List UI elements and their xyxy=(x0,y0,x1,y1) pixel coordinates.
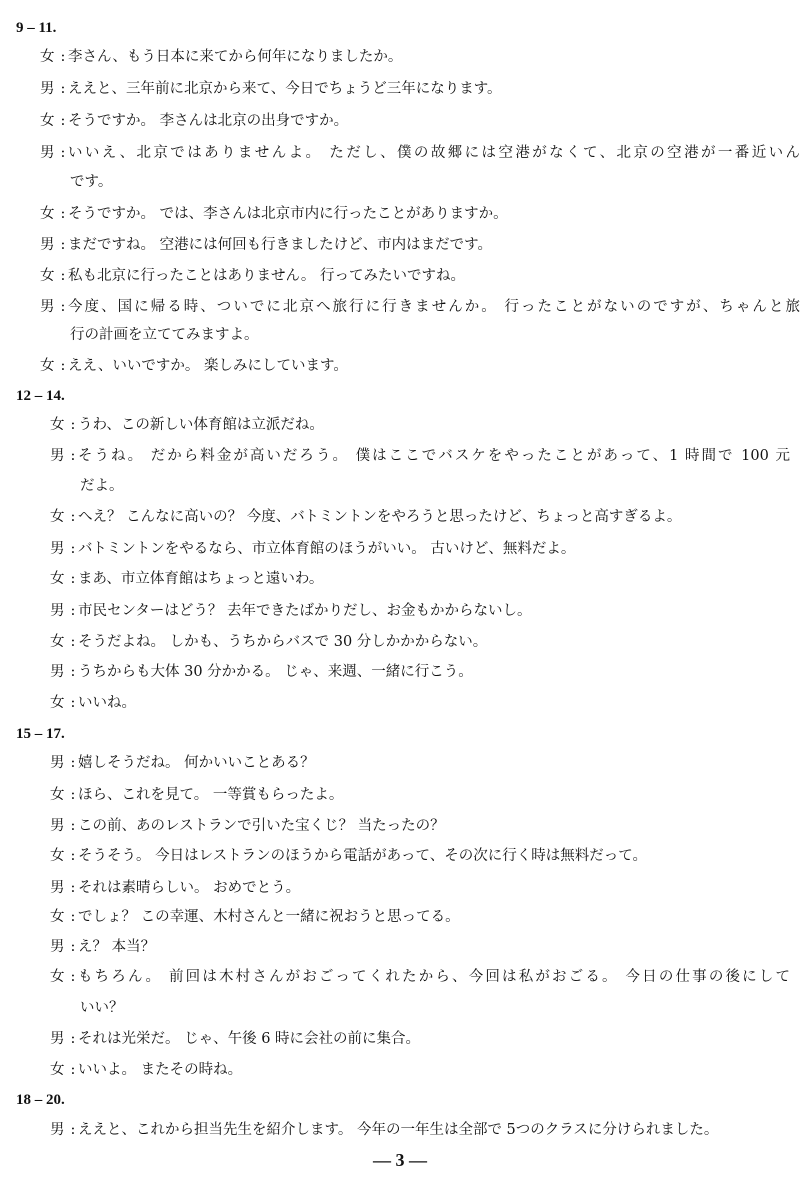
colon: : xyxy=(60,206,66,222)
dialogue-line xyxy=(40,142,800,164)
speaker: 女 xyxy=(50,634,65,650)
colon: : xyxy=(70,1062,76,1078)
dialogue-line xyxy=(50,936,790,958)
line-text: 嬉しそうだね。 何かいいことある？ xyxy=(78,755,315,771)
section-label: 15 – 17. xyxy=(16,726,65,742)
line-text: そうそう。 今日はレストランのほうから電話があって、その次に行く時は無料だって。 xyxy=(78,848,647,864)
speaker: 女 xyxy=(50,969,65,985)
colon: : xyxy=(70,880,76,896)
colon: : xyxy=(60,237,66,253)
speaker: 女 xyxy=(50,571,65,587)
line-text: え？ 本当？ xyxy=(78,939,156,955)
colon: : xyxy=(60,268,66,284)
colon: : xyxy=(70,909,76,925)
dialogue-line xyxy=(50,845,790,867)
dialogue-line xyxy=(50,784,790,806)
colon: : xyxy=(70,571,76,587)
line-text: いいえ、北京ではありませんよ。 ただし、僕の故郷には空港がなくて、北京の空港が一番近いん xyxy=(68,145,800,161)
line-text: それは素晴らしい。 おめでとう。 xyxy=(78,880,301,896)
speaker: 女 xyxy=(50,848,65,864)
dialogue-line xyxy=(40,265,800,287)
line-text: それは光栄だ。 じゃ、午後 6 時に会社の前に集合。 xyxy=(78,1031,421,1047)
colon: : xyxy=(70,818,76,834)
line-text: へえ？ こんなに高いの？ 今度、バトミントンをやろうと思ったけど、ちょっと高すぎるよ。 xyxy=(78,509,682,525)
dialogue-line xyxy=(50,966,790,988)
colon: : xyxy=(60,299,66,315)
speaker: 男 xyxy=(40,237,55,253)
colon: : xyxy=(60,113,66,129)
line-text: いいね。 xyxy=(78,695,136,711)
line-text: ええと、これから担当先生を紹介します。 今年の一年生は全部で 5つのクラスに分けられました。 xyxy=(78,1122,719,1138)
page-number: — 3 — xyxy=(373,1150,427,1170)
dialogue-line xyxy=(50,568,790,590)
line-text: そうですか。 李さんは北京の出身ですか。 xyxy=(68,113,349,129)
colon: : xyxy=(70,634,76,650)
dialogue-line xyxy=(40,78,800,100)
dialogue-line xyxy=(50,692,790,714)
colon: : xyxy=(70,787,76,803)
dialogue-line xyxy=(50,752,790,774)
speaker: 男 xyxy=(50,541,65,557)
line-text: 市民センターはどう？ 去年できたばかりだし、お金もかからないし。 xyxy=(78,603,532,619)
line-text: いいよ。 またその時ね。 xyxy=(78,1062,243,1078)
line-text: でしょ？ この幸運、木村さんと一緒に祝おうと思ってる。 xyxy=(78,909,460,925)
line-text: バトミントンをやるなら、市立体育館のほうがいい。 古いけど、無料だよ。 xyxy=(78,541,576,557)
colon: : xyxy=(70,417,76,433)
line-text: 今度、国に帰る時、ついでに北京へ旅行に行きませんか。 行ったことがないのですが、ちゃんと旅 xyxy=(68,299,800,315)
dialogue-line xyxy=(50,661,790,683)
colon: : xyxy=(60,358,66,374)
dialogue-line xyxy=(40,46,800,68)
colon: : xyxy=(70,695,76,711)
line-text: そうね。 だから料金が高いだろう。 僕はここでバスケをやったことがあって、1 時間で 100 元 xyxy=(78,448,790,464)
speaker: 女 xyxy=(40,358,55,374)
line-continuation: いい？ xyxy=(80,1000,124,1016)
colon: : xyxy=(70,509,76,525)
line-text: ええ、いいですか。 楽しみにしています。 xyxy=(68,358,348,374)
dialogue-line xyxy=(50,445,790,467)
speaker: 女 xyxy=(40,49,55,65)
line-continuation: です。 xyxy=(70,174,113,190)
speaker: 女 xyxy=(40,206,55,222)
section-label: 18 – 20. xyxy=(16,1092,65,1108)
colon: : xyxy=(70,541,76,557)
speaker: 女 xyxy=(50,509,65,525)
colon: : xyxy=(70,1122,76,1138)
colon: : xyxy=(60,81,66,97)
speaker: 男 xyxy=(40,299,55,315)
speaker: 女 xyxy=(40,268,55,284)
dialogue-line xyxy=(50,631,790,653)
dialogue-line xyxy=(50,815,790,837)
colon: : xyxy=(70,848,76,864)
speaker: 男 xyxy=(40,145,55,161)
line-text: ええと、三年前に北京から来て、今日でちょうど三年になります。 xyxy=(68,81,502,97)
dialogue-line xyxy=(50,506,790,528)
dialogue-line xyxy=(50,1059,790,1081)
line-text: まあ、市立体育館はちょっと遠いわ。 xyxy=(78,571,324,587)
colon: : xyxy=(60,145,66,161)
dialogue-line xyxy=(50,1028,790,1050)
speaker: 男 xyxy=(40,81,55,97)
line-text: まだですね。 空港には何回も行きましたけど、市内はまだです。 xyxy=(68,237,492,253)
line-text: そうだよね。 しかも、うちからバスで 30 分しかかからない。 xyxy=(78,634,488,650)
dialogue-line xyxy=(50,906,790,928)
speaker: 女 xyxy=(50,909,65,925)
line-text: もちろん。 前回は木村さんがおごってくれたから、今回は私がおごる。 今日の仕事の後にして xyxy=(78,969,790,985)
speaker: 男 xyxy=(50,448,65,464)
section-label: 12 – 14. xyxy=(16,388,65,404)
speaker: 女 xyxy=(50,417,65,433)
line-text: この前、あのレストランで引いた宝くじ？ 当たったの？ xyxy=(78,818,445,834)
dialogue-line xyxy=(40,234,800,256)
line-text: うちからも大体 30 分かかる。 じゃ、来週、一緒に行こう。 xyxy=(78,664,473,680)
colon: : xyxy=(60,49,66,65)
line-continuation: だよ。 xyxy=(80,478,124,494)
speaker: 男 xyxy=(50,1031,65,1047)
speaker: 男 xyxy=(50,755,65,771)
dialogue-line xyxy=(40,203,800,225)
speaker: 男 xyxy=(50,603,65,619)
speaker: 女 xyxy=(40,113,55,129)
line-text: そうですか。 では、李さんは北京市内に行ったことがありますか。 xyxy=(68,206,508,222)
colon: : xyxy=(70,969,76,985)
dialogue-line xyxy=(40,110,800,132)
speaker: 女 xyxy=(50,695,65,711)
line-text: ほら、これを見て。 一等賞もらったよ。 xyxy=(78,787,344,803)
speaker: 女 xyxy=(50,1062,65,1078)
line-text: 李さん、もう日本に来てから何年になりましたか。 xyxy=(68,49,403,65)
dialogue-line xyxy=(50,414,790,436)
colon: : xyxy=(70,939,76,955)
colon: : xyxy=(70,755,76,771)
speaker: 男 xyxy=(50,880,65,896)
dialogue-line xyxy=(50,1119,790,1141)
speaker: 男 xyxy=(50,939,65,955)
speaker: 男 xyxy=(50,664,65,680)
colon: : xyxy=(70,664,76,680)
dialogue-line xyxy=(50,877,790,899)
line-text: うわ、この新しい体育館は立派だね。 xyxy=(78,417,324,433)
colon: : xyxy=(70,448,76,464)
speaker: 女 xyxy=(50,787,65,803)
section-label: 9 – 11. xyxy=(16,20,57,36)
dialogue-line xyxy=(40,355,800,377)
speaker: 男 xyxy=(50,1122,65,1138)
speaker: 男 xyxy=(50,818,65,834)
dialogue-line xyxy=(50,600,790,622)
line-continuation: 行の計画を立ててみますよ。 xyxy=(70,327,259,343)
dialogue-line xyxy=(50,538,790,560)
line-text: 私も北京に行ったことはありません。 行ってみたいですね。 xyxy=(68,268,465,284)
colon: : xyxy=(70,1031,76,1047)
colon: : xyxy=(70,603,76,619)
dialogue-line xyxy=(40,296,800,318)
